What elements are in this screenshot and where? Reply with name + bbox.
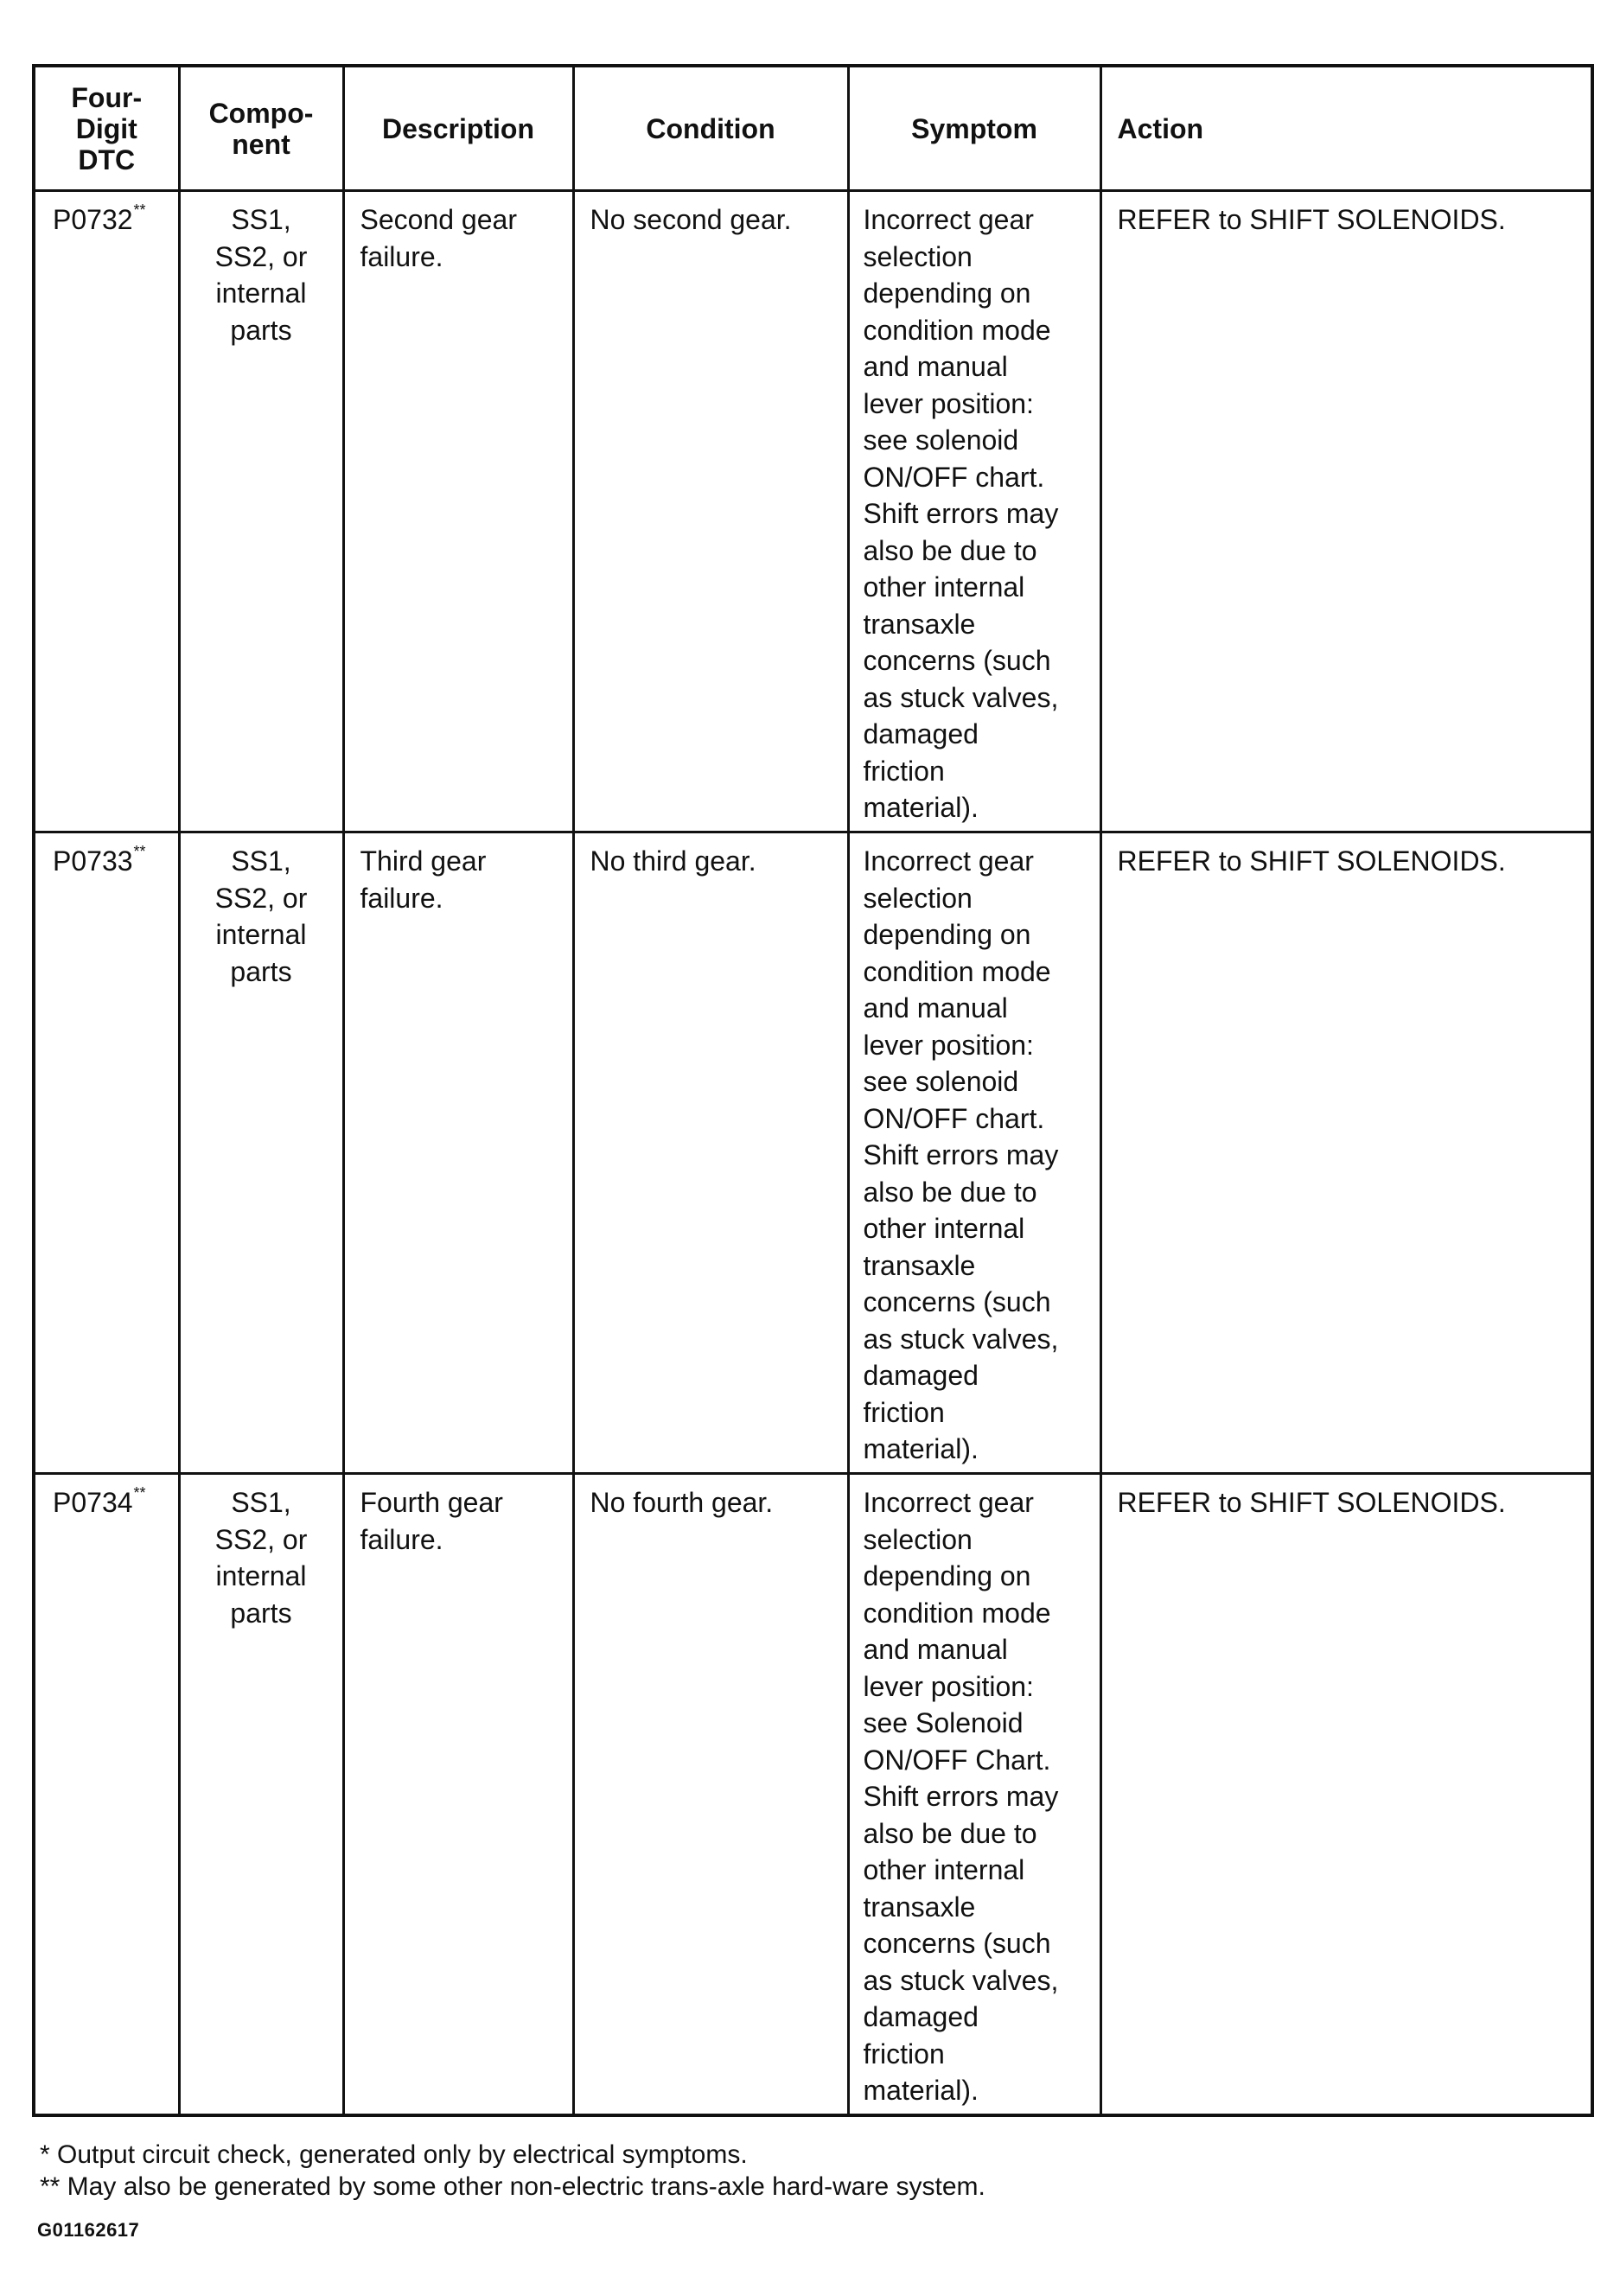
symptom-line: see solenoid bbox=[863, 424, 1019, 456]
symptom-line: Shift errors may bbox=[863, 498, 1059, 529]
component-line: parts bbox=[230, 314, 292, 346]
symptom-line: Incorrect gear bbox=[863, 204, 1034, 235]
description-cell bbox=[343, 832, 573, 1474]
header-dtc-line: Four- bbox=[71, 81, 143, 113]
symptom-line: see Solenoid bbox=[863, 1707, 1024, 1738]
description-cell bbox=[343, 1474, 573, 2115]
component-cell bbox=[179, 191, 343, 832]
component-line: SS2, or bbox=[214, 882, 308, 914]
symptom-line: also be due to bbox=[863, 1176, 1037, 1208]
dtc-code-cell bbox=[34, 832, 179, 1474]
dtc-code-mark: ** bbox=[133, 1484, 146, 1502]
component-cell bbox=[179, 1474, 343, 2115]
symptom-line: depending on bbox=[863, 277, 1031, 309]
symptom-line: lever position: bbox=[863, 387, 1034, 419]
symptom-line: damaged bbox=[863, 1360, 979, 1391]
dtc-table bbox=[32, 64, 1594, 2117]
component-line: parts bbox=[230, 1597, 292, 1629]
symptom-line: depending on bbox=[863, 1560, 1031, 1591]
action-cell: REFER to SHIFT SOLENOIDS. bbox=[1100, 1474, 1592, 2115]
symptom-line: selection bbox=[863, 1523, 973, 1555]
symptom-line: Incorrect gear bbox=[863, 1487, 1034, 1518]
symptom-line: condition mode bbox=[863, 314, 1051, 346]
symptom-line: Shift errors may bbox=[863, 1139, 1059, 1170]
dtc-code: P0734 bbox=[53, 1487, 133, 1518]
table-body bbox=[34, 191, 1592, 2115]
header-dtc-line: DTC bbox=[78, 144, 136, 175]
symptom-line: depending on bbox=[863, 919, 1031, 950]
symptom-cell bbox=[848, 191, 1100, 832]
symptom-line: concerns (such bbox=[863, 645, 1051, 676]
header-description: Description bbox=[343, 66, 573, 191]
symptom-line: lever position: bbox=[863, 1670, 1034, 1702]
action-cell: REFER to SHIFT SOLENOIDS. bbox=[1100, 832, 1592, 1474]
symptom-line: selection bbox=[863, 240, 973, 272]
symptom-line: material). bbox=[863, 792, 979, 823]
component-cell bbox=[179, 832, 343, 1474]
table-row bbox=[34, 832, 1592, 1474]
symptom-line: as stuck valves, bbox=[863, 1964, 1059, 1996]
symptom-line: concerns (such bbox=[863, 1928, 1051, 1959]
dtc-code-cell bbox=[34, 1474, 179, 2115]
dtc-code: P0732 bbox=[53, 204, 133, 235]
header-component bbox=[179, 66, 343, 191]
dtc-code-cell bbox=[34, 191, 179, 832]
symptom-line: also be due to bbox=[863, 1817, 1037, 1849]
component-line: SS2, or bbox=[214, 1523, 308, 1555]
symptom-line: friction bbox=[863, 2038, 945, 2070]
symptom-line: and manual bbox=[863, 351, 1008, 382]
description-line: Fourth gear bbox=[360, 1487, 503, 1518]
symptom-line: and manual bbox=[863, 1634, 1008, 1665]
symptom-line: as stuck valves, bbox=[863, 681, 1059, 713]
symptom-line: and manual bbox=[863, 992, 1008, 1024]
header-dtc-line: Digit bbox=[75, 112, 137, 144]
symptom-line: other internal bbox=[863, 1854, 1025, 1885]
symptom-line: condition mode bbox=[863, 1597, 1051, 1629]
footnotes bbox=[40, 2139, 985, 2203]
action-cell: REFER to SHIFT SOLENOIDS. bbox=[1100, 191, 1592, 832]
description-line: failure. bbox=[360, 882, 443, 914]
component-line: internal bbox=[215, 277, 307, 309]
dtc-code: P0733 bbox=[53, 845, 133, 877]
symptom-line: material). bbox=[863, 1433, 979, 1464]
symptom-line: Incorrect gear bbox=[863, 845, 1034, 877]
symptom-line: damaged bbox=[863, 2001, 979, 2032]
description-cell bbox=[343, 191, 573, 832]
table-row bbox=[34, 1474, 1592, 2115]
symptom-line: friction bbox=[863, 1396, 945, 1428]
component-line: internal bbox=[215, 1560, 307, 1591]
symptom-line: other internal bbox=[863, 1213, 1025, 1244]
table-row bbox=[34, 191, 1592, 832]
symptom-line: material). bbox=[863, 2075, 979, 2106]
header-row bbox=[34, 66, 1592, 191]
footnote-double-asterisk: ** May also be generated by some other non-electric trans-axle hard-ware system. bbox=[40, 2172, 985, 2201]
symptom-line: damaged bbox=[863, 718, 979, 749]
symptom-line: selection bbox=[863, 882, 973, 914]
symptom-line: see solenoid bbox=[863, 1066, 1019, 1097]
dtc-code-mark: ** bbox=[133, 843, 146, 860]
component-line: SS1, bbox=[231, 204, 291, 235]
symptom-line: transaxle bbox=[863, 1891, 976, 1923]
component-line: internal bbox=[215, 919, 307, 950]
header-symptom: Symptom bbox=[848, 66, 1100, 191]
figure-id: G01162617 bbox=[37, 2219, 140, 2241]
symptom-line: ON/OFF chart. bbox=[863, 461, 1045, 493]
header-component-line: nent bbox=[232, 128, 290, 160]
symptom-line: other internal bbox=[863, 571, 1025, 603]
symptom-line: lever position: bbox=[863, 1029, 1034, 1061]
description-line: Second gear bbox=[360, 204, 517, 235]
description-line: failure. bbox=[360, 240, 443, 272]
symptom-line: friction bbox=[863, 755, 945, 787]
symptom-line: also be due to bbox=[863, 534, 1037, 566]
symptom-line: concerns (such bbox=[863, 1286, 1051, 1317]
description-line: Third gear bbox=[360, 845, 487, 877]
condition-cell: No fourth gear. bbox=[573, 1474, 848, 2115]
header-condition: Condition bbox=[573, 66, 848, 191]
header-component-line: Compo- bbox=[208, 97, 314, 129]
description-line: failure. bbox=[360, 1523, 443, 1555]
symptom-line: transaxle bbox=[863, 1249, 976, 1281]
symptom-cell bbox=[848, 1474, 1100, 2115]
symptom-cell bbox=[848, 832, 1100, 1474]
footnote-single-asterisk: * Output circuit check, generated only by electrical symptoms. bbox=[40, 2140, 748, 2169]
symptom-line: condition mode bbox=[863, 955, 1051, 987]
header-dtc bbox=[34, 66, 179, 191]
header-action: Action bbox=[1100, 66, 1592, 191]
symptom-line: ON/OFF Chart. bbox=[863, 1744, 1051, 1776]
component-line: parts bbox=[230, 955, 292, 987]
dtc-code-mark: ** bbox=[133, 201, 146, 219]
condition-cell: No third gear. bbox=[573, 832, 848, 1474]
symptom-line: transaxle bbox=[863, 608, 976, 640]
symptom-line: Shift errors may bbox=[863, 1781, 1059, 1812]
symptom-line: ON/OFF chart. bbox=[863, 1102, 1045, 1134]
symptom-line: as stuck valves, bbox=[863, 1323, 1059, 1355]
condition-cell: No second gear. bbox=[573, 191, 848, 832]
component-line: SS1, bbox=[231, 845, 291, 877]
component-line: SS2, or bbox=[214, 240, 308, 272]
component-line: SS1, bbox=[231, 1487, 291, 1518]
